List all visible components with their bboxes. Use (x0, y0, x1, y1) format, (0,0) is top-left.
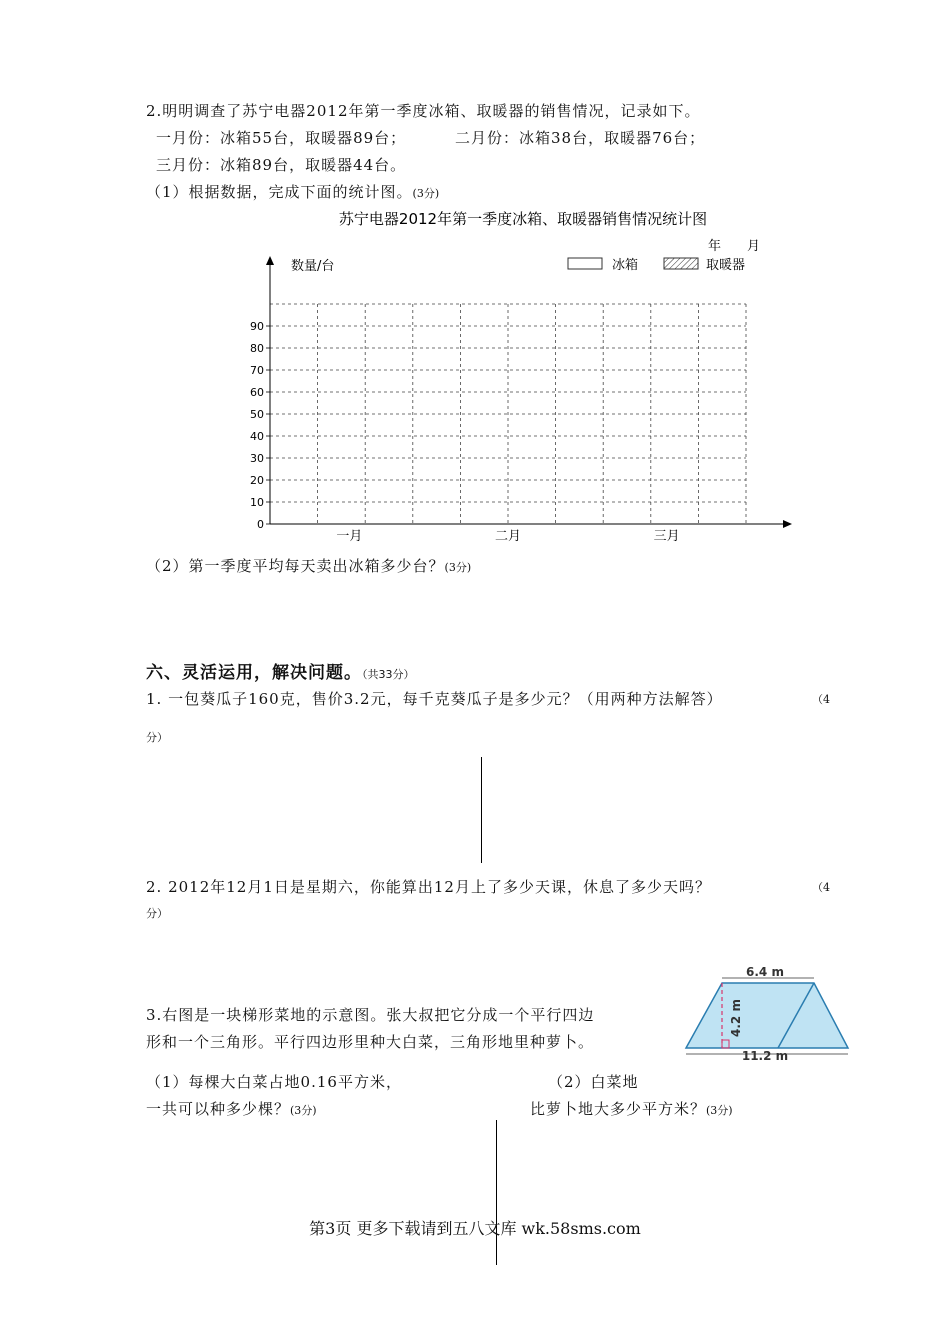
q2-part2-score: (3分) (444, 561, 472, 574)
chart-x-categories (336, 529, 679, 544)
y-tick-label: 50 (250, 408, 264, 421)
chart-date-label: 年 月 (708, 239, 761, 254)
chart-title: 苏宁电器2012年第一季度冰箱、取暖器销售情况统计图 (338, 210, 708, 228)
y-tick-label: 10 (250, 496, 264, 509)
height-label: 4.2 m (729, 999, 743, 1037)
y-tick-label: 80 (250, 342, 264, 355)
y-tick-label: 70 (250, 364, 264, 377)
chart-y-ticks (250, 320, 270, 531)
q6-3-line2: 形和一个三角形。平行四边形里种大白菜，三角形地里种萝卜。 (146, 1033, 595, 1051)
trapezoid-figure (680, 960, 860, 1065)
legend-swatch-heater (664, 258, 698, 269)
y-tick-label: 30 (250, 452, 264, 465)
q2-part2-text: （2）第一季度平均每天卖出冰箱多少台？ (146, 557, 445, 575)
x-category-label: 三月 (653, 529, 680, 544)
q6-3-p2-text: 比萝卜地大多少平方米？ (530, 1100, 707, 1118)
y-tick-label: 40 (250, 430, 264, 443)
page-footer: 第3页 更多下载请到五八文库 wk.58sms.com (309, 1219, 641, 1238)
q6-1-score-b: 分） (146, 731, 168, 744)
top-length-label: 6.4 m (746, 965, 784, 979)
section6-heading (146, 658, 415, 683)
x-axis-arrow (783, 520, 792, 528)
q6-3-p1-line2 (146, 1098, 317, 1119)
y-tick-label: 0 (257, 518, 264, 531)
q2-part1-text: （1）根据数据，完成下面的统计图。 (146, 183, 413, 201)
q2-data-mar: 三月份：冰箱89台，取暖器44台。 (156, 156, 407, 174)
legend-label-heater: 取暖器 (706, 258, 746, 273)
q6-1-divider (481, 757, 482, 863)
chart-grid (270, 304, 746, 524)
q6-1-text: 1. 一包葵瓜子160克，售价3.2元，每千克葵瓜子是多少元？（用两种方法解答） (146, 690, 723, 708)
q6-3-p2-score: (3分) (706, 1104, 733, 1117)
q2-part2 (146, 555, 471, 576)
q2-intro: 2.明明调查了苏宁电器2012年第一季度冰箱、取暖器的销售情况，记录如下。 (146, 102, 701, 120)
q2-part1-score: (3分) (412, 187, 440, 200)
q6-3-p1-text: 一共可以种多少棵？ (146, 1100, 291, 1118)
legend-label-fridge: 冰箱 (612, 258, 639, 273)
q6-3-p2-line2 (530, 1098, 733, 1119)
bottom-length-label: 11.2 m (741, 1049, 789, 1063)
y-tick-label: 90 (250, 320, 264, 333)
q2-part1 (146, 181, 439, 202)
q6-3-p1-line1: （1）每棵大白菜占地0.16平方米， (146, 1073, 402, 1091)
trapezoid-shape (686, 983, 848, 1048)
y-tick-label: 20 (250, 474, 264, 487)
chart-y-axis-label: 数量/台 (291, 259, 335, 274)
section6-title: 六、灵活运用，解决问题。 (146, 663, 362, 683)
q6-3-p1-score: (3分) (290, 1104, 317, 1117)
q6-1-score-a: （4 (812, 693, 830, 706)
q2-data-feb: 二月份：冰箱38台，取暖器76台； (455, 129, 706, 147)
y-tick-label: 60 (250, 386, 264, 399)
q6-3-line1: 3.右图是一块梯形菜地的示意图。张大叔把它分成一个平行四边 (146, 1006, 595, 1024)
q6-3-p2-line1: （2）白菜地 (548, 1073, 639, 1091)
q6-2-text: 2. 2012年12月1日是星期六，你能算出12月上了多少天课，休息了多少天吗？ (146, 878, 711, 896)
q2-data-jan: 一月份：冰箱55台，取暖器89台； (156, 129, 407, 147)
x-category-label: 二月 (494, 529, 522, 544)
y-axis-arrow (266, 256, 274, 265)
x-category-label: 一月 (336, 529, 363, 544)
q6-2-score-b: 分） (146, 907, 168, 920)
q6-3-divider (496, 1120, 497, 1265)
section6-score: （共33分） (362, 668, 415, 681)
legend-swatch-fridge (568, 258, 602, 269)
q6-2-score-a: （4 (812, 881, 830, 894)
sales-bar-chart (240, 200, 800, 550)
